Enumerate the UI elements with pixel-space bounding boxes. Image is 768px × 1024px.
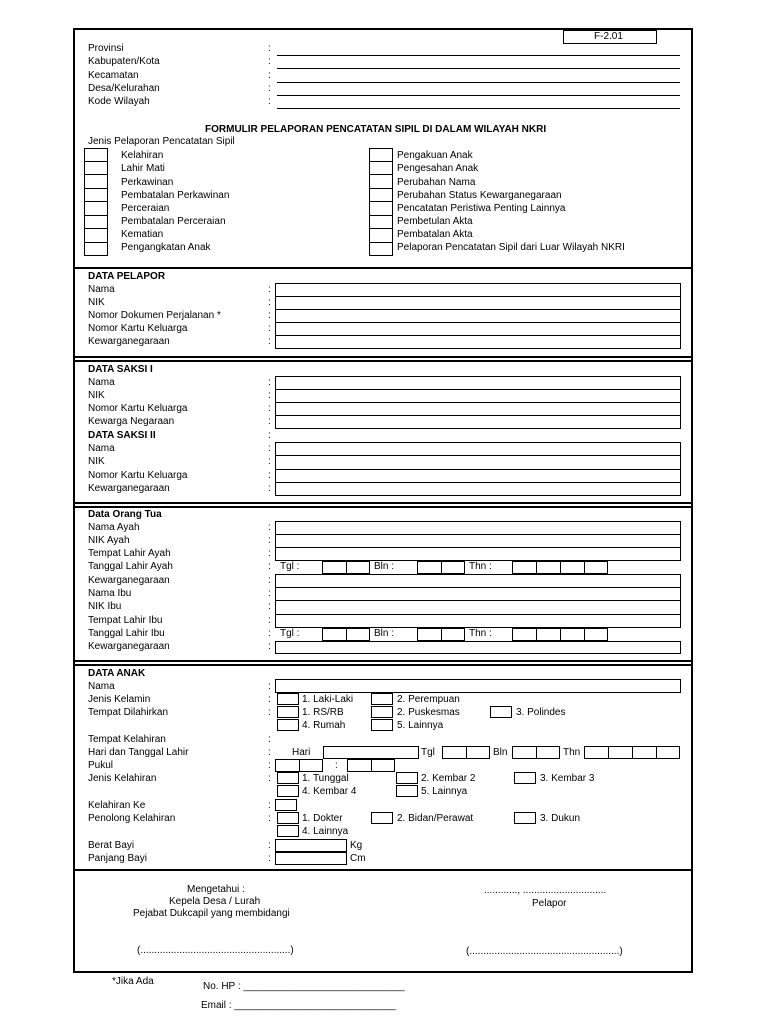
td-rs-label: 1. RS/RB	[302, 707, 344, 718]
td-lainnya-check[interactable]	[371, 719, 393, 731]
tanggal-lahir-ibu-label: Tanggal Lahir Ibu	[88, 628, 165, 639]
jenis-pembatalan-perceraian: Pembatalan Perceraian	[121, 216, 226, 227]
anak-thn-label: Thn	[563, 747, 581, 758]
pelapor-nama-label: Nama	[88, 284, 115, 295]
kecamatan-line[interactable]	[277, 82, 680, 83]
pelapor-fields[interactable]	[275, 283, 681, 349]
jenis-kelamin-label: Jenis Kelamin	[88, 694, 151, 705]
jl-kembar4-label: 4. Kembar 4	[302, 786, 357, 797]
kabupaten-line[interactable]	[277, 68, 680, 69]
tempat-kelahiran-label: Tempat Kelahiran	[88, 734, 166, 745]
jenis-pengangkatan-anak: Pengangkatan Anak	[121, 242, 211, 253]
jl-lainnya-check[interactable]	[396, 785, 418, 797]
saksi1-heading: DATA SAKSI I	[88, 364, 153, 375]
saksi2-nama-label: Nama	[88, 443, 115, 454]
kewarganegaraan-ayah-field[interactable]	[275, 574, 681, 628]
jk-perempuan-check[interactable]	[371, 693, 393, 705]
jl-kembar3-label: 3. Kembar 3	[540, 773, 595, 784]
nama-ibu-label: Nama Ibu	[88, 588, 132, 599]
berat-field[interactable]	[275, 839, 347, 852]
td-rumah-check[interactable]	[277, 719, 299, 731]
label-provinsi: Provinsi	[88, 43, 124, 54]
jl-tunggal-check[interactable]	[277, 772, 299, 784]
orangtua-heading: Data Orang Tua	[88, 509, 162, 520]
pk-dukun-label: 3. Dukun	[540, 813, 581, 824]
saksi1-kewarganegaraan-label: Kewarga Negaraan	[88, 416, 175, 427]
anak-nama-label: Nama	[88, 681, 115, 692]
jenis-perkawinan: Perkawinan	[121, 177, 174, 188]
ayah-bln-label: Bln :	[374, 561, 395, 572]
jl-lainnya-label: 5. Lainnya	[421, 786, 468, 797]
td-rumah-label: 4. Rumah	[302, 720, 346, 731]
jenis-pembetulan-akta: Pembetulan Akta	[397, 216, 473, 227]
sign-right: (......................................................)	[466, 946, 623, 957]
tempat-dilahirkan-label: Tempat Dilahirkan	[88, 707, 169, 718]
ibu-tgl-label: Tgl :	[280, 628, 300, 639]
pk-lainnya-check[interactable]	[277, 825, 299, 837]
panjang-field[interactable]	[275, 852, 347, 865]
ayah-tgl-label: Tgl :	[280, 561, 300, 572]
td-polindes-label: 3. Polindes	[516, 707, 566, 718]
jenis-perubahan-nama: Perubahan Nama	[397, 177, 476, 188]
label-kecamatan: Kecamatan	[88, 70, 139, 81]
jenis-label: Jenis Pelaporan Pencatatan Sipil	[88, 136, 235, 147]
hari-tanggal-label: Hari dan Tanggal Lahir	[88, 747, 189, 758]
jl-kembar3-check[interactable]	[514, 772, 536, 784]
jl-kembar4-check[interactable]	[277, 785, 299, 797]
jl-tunggal-label: 1. Tunggal	[302, 773, 349, 784]
pelapor-nik-label: NIK	[88, 297, 105, 308]
kewarganegaraan-ibu-label: Kewarganegaraan	[88, 641, 170, 652]
place-date: ............, ..............................	[484, 885, 607, 896]
jl-kembar2-check[interactable]	[396, 772, 418, 784]
jk-perempuan-label: 2. Perempuan	[397, 694, 460, 705]
jk-lakilaki-label: 1. Laki-Laki	[302, 694, 354, 705]
tempat-lahir-ayah-label: Tempat Lahir Ayah	[88, 548, 171, 559]
kewarganegaraan-ibu-field[interactable]	[275, 641, 681, 654]
form-code: F-2.01	[594, 31, 623, 42]
pk-lainnya-label: 4. Lainnya	[302, 826, 349, 837]
hari-label: Hari	[292, 747, 311, 758]
hari-field[interactable]	[323, 746, 419, 759]
pk-dokter-label: 1. Dokter	[302, 813, 343, 824]
form-title: FORMULIR PELAPORAN PENCATATAN SIPIL DI DALAM WILAYAH NKRI	[205, 124, 547, 135]
saksi1-kk-label: Nomor Kartu Keluarga	[88, 403, 188, 414]
desa-line[interactable]	[277, 95, 680, 96]
kg-unit: Kg	[350, 840, 363, 851]
ibu-thn-label: Thn :	[469, 628, 492, 639]
jenis-kelahiran: Kelahiran	[121, 150, 164, 161]
ayah-thn-label: Thn :	[469, 561, 492, 572]
kode-wilayah-line[interactable]	[277, 108, 680, 109]
pelapor-kewarganegaraan-label: Kewarganegaraan	[88, 336, 170, 347]
jenis-right-boxes[interactable]	[369, 148, 393, 256]
pelapor-dokumen-label: Nomor Dokumen Perjalanan *	[88, 310, 221, 321]
cm-unit: Cm	[350, 853, 366, 864]
anak-bln-label: Bln	[493, 747, 508, 758]
saksi2-kewarganegaraan-label: Kewarganegaraan	[88, 483, 170, 494]
jenis-pembatalan-akta: Pembatalan Akta	[397, 229, 473, 240]
pk-dukun-check[interactable]	[514, 812, 536, 824]
anak-tgl-label: Tgl	[421, 747, 435, 758]
saksi2-kk-label: Nomor Kartu Keluarga	[88, 470, 188, 481]
pelapor-heading: DATA PELAPOR	[88, 271, 166, 282]
jenis-lahir-mati: Lahir Mati	[121, 163, 165, 174]
email-line: Email : _____________________________	[201, 1000, 396, 1011]
saksi1-nik-label: NIK	[88, 390, 105, 401]
saksi2-nik-label: NIK	[88, 456, 105, 467]
divider	[73, 267, 693, 269]
td-rs-check[interactable]	[277, 706, 299, 718]
berat-label: Berat Bayi	[88, 840, 135, 851]
saksi2-heading: DATA SAKSI II	[88, 430, 156, 441]
jl-kembar2-label: 2. Kembar 2	[421, 773, 476, 784]
pk-bidan-label: 2. Bidan/Perawat	[397, 813, 474, 824]
label-desa: Desa/Kelurahan	[88, 83, 160, 94]
pk-bidan-check[interactable]	[371, 812, 393, 824]
pelapor-kk-label: Nomor Kartu Keluarga	[88, 323, 188, 334]
td-lainnya-label: 5. Lainnya	[397, 720, 444, 731]
provinsi-line[interactable]	[277, 55, 680, 56]
kewarganegaraan-ayah-label: Kewarganegaraan	[88, 575, 170, 586]
label-kode-wilayah: Kode Wilayah	[88, 96, 150, 107]
jenis-perubahan-status: Perubahan Status Kewarganegaraan	[397, 190, 562, 201]
pk-dokter-check[interactable]	[277, 812, 299, 824]
anak-nama-field[interactable]	[275, 679, 681, 693]
jenis-perceraian: Perceraian	[121, 203, 170, 214]
td-puskesmas-check[interactable]	[371, 706, 393, 718]
jenis-kelahiran-label: Jenis Kelahiran	[88, 773, 157, 784]
ayah-fields[interactable]	[275, 521, 681, 561]
tempat-lahir-ibu-label: Tempat Lahir Ibu	[88, 615, 163, 626]
tanggal-lahir-ayah-label: Tanggal Lahir Ayah	[88, 561, 173, 572]
hp-line: No. HP : _____________________________	[203, 981, 405, 992]
jenis-pengesahan-anak: Pengesahan Anak	[397, 163, 479, 174]
td-polindes-check[interactable]	[490, 706, 512, 718]
pejabat-label: Pejabat Dukcapil yang membidangi	[133, 908, 290, 919]
jenis-pembatalan-perkawinan: Pembatalan Perkawinan	[121, 190, 230, 201]
jenis-luar-wilayah: Pelaporan Pencatatan Sipil dari Luar Wilayah NKRI	[397, 242, 625, 253]
panjang-label: Panjang Bayi	[88, 853, 147, 864]
footnote: *Jika Ada	[112, 976, 154, 987]
pukul-label: Pukul	[88, 760, 114, 771]
jenis-left-boxes[interactable]	[84, 148, 108, 256]
kelahiran-ke-field[interactable]	[275, 799, 297, 811]
jk-lakilaki-check[interactable]	[277, 693, 299, 705]
jenis-kematian: Kematian	[121, 229, 164, 240]
label-kabupaten: Kabupaten/Kota	[88, 56, 160, 67]
td-puskesmas-label: 2. Puskesmas	[397, 707, 460, 718]
ibu-bln-label: Bln :	[374, 628, 395, 639]
pelapor-sign-label: Pelapor	[532, 898, 567, 909]
kepala-label: Kepela Desa / Lurah	[169, 896, 261, 907]
nik-ibu-label: NIK Ibu	[88, 601, 122, 612]
nik-ayah-label: NIK Ayah	[88, 535, 130, 546]
nama-ayah-label: Nama Ayah	[88, 522, 140, 533]
sign-left: (......................................................)	[137, 945, 294, 956]
mengetahui-label: Mengetahui :	[187, 884, 245, 895]
saksi1-nama-label: Nama	[88, 377, 115, 388]
kelahiran-ke-label: Kelahiran Ke	[88, 800, 146, 811]
anak-heading: DATA ANAK	[88, 668, 146, 679]
jenis-pencatatan-lainnya: Pencatatan Peristiwa Penting Lainnya	[397, 203, 566, 214]
jenis-pengakuan-anak: Pengakuan Anak	[397, 150, 473, 161]
penolong-label: Penolong Kelahiran	[88, 813, 176, 824]
